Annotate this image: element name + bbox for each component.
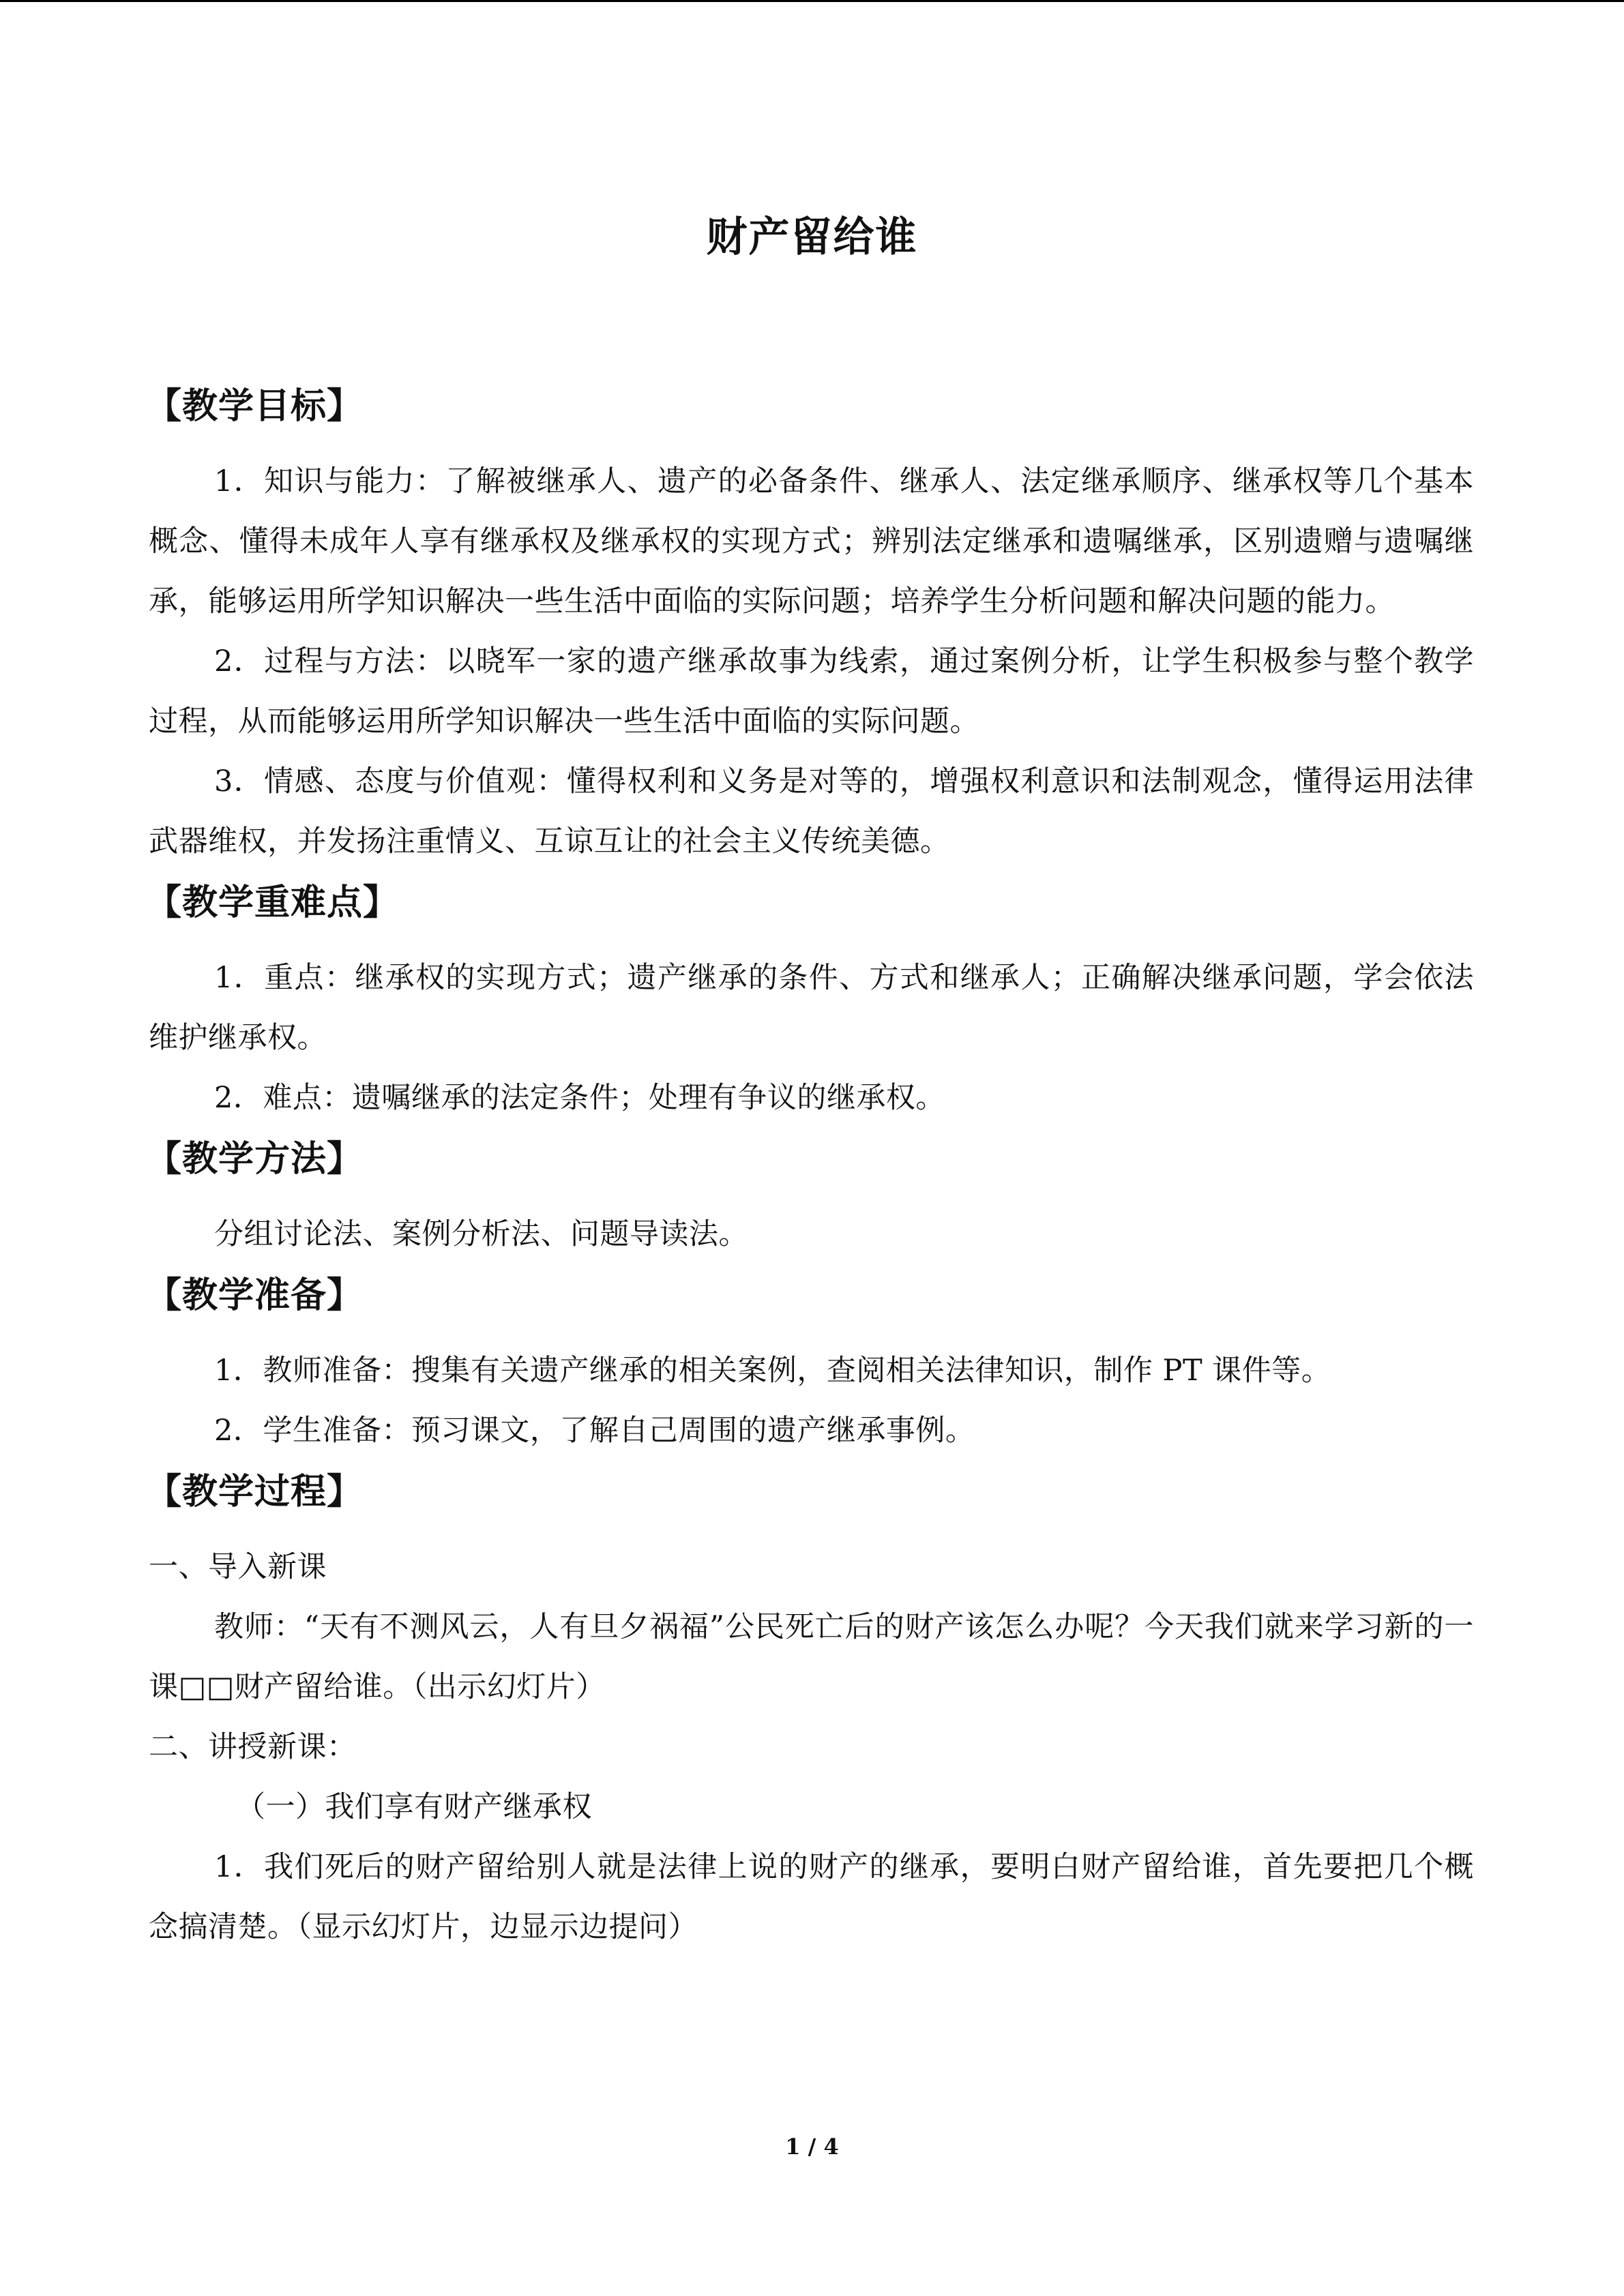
section-heading-process: 【教学过程】 xyxy=(146,1472,364,1512)
step-title: 二、讲授新课： xyxy=(149,1730,357,1764)
step-title: 一、导入新课 xyxy=(149,1550,327,1584)
paragraph: 2．难点：遗嘱继承的法定条件；处理有争议的继承权。 xyxy=(214,1081,945,1115)
section-heading-preparation: 【教学准备】 xyxy=(146,1275,364,1316)
paragraph: 分组讨论法、案例分析法、问题导读法。 xyxy=(214,1217,748,1251)
paragraph: 1．重点：继承权的实现方式；遗产继承的条件、方式和继承人；正确解决继承问题，学会依法维护继承权。 xyxy=(149,961,1474,1055)
paragraph: 3．情感、态度与价值观：懂得权利和义务是对等的，增强权利意识和法制观念，懂得运用法律武器维权，并发扬注重情义、互谅互让的社会主义传统美德。 xyxy=(149,764,1474,859)
paragraph: 2．过程与方法：以晓军一家的遗产继承故事为线索，通过案例分析，让学生积极参与整个教学过程，从而能够运用所学知识解决一些生活中面临的实际问题。 xyxy=(149,644,1474,739)
document-body xyxy=(146,382,1474,1957)
paragraph: 1．我们死后的财产留给别人就是法律上说的财产的继承，要明白财产留给谁，首先要把几个概念搞清楚。（显示幻灯片，边显示边提问） xyxy=(149,1850,1474,1944)
section-heading-objectives: 【教学目标】 xyxy=(146,386,364,427)
top-border-line xyxy=(0,0,1624,2)
sub-step-title: （一）我们享有财产继承权 xyxy=(236,1790,592,1824)
paragraph: 教师：“天有不测风云，人有旦夕祸福”公民死亡后的财产该怎么办呢？今天我们就来学习新的一课□□财产留给谁。（出示幻灯片） xyxy=(149,1610,1474,1704)
page-number: 1 / 4 xyxy=(785,2134,839,2160)
section-heading-key-points: 【教学重难点】 xyxy=(146,882,400,923)
paragraph: 2．学生准备：预习课文，了解自己周围的遗产继承事例。 xyxy=(214,1414,975,1448)
paragraph: 1．教师准备：搜集有关遗产继承的相关案例，查阅相关法律知识，制作 PT 课件等。 xyxy=(214,1354,1331,1388)
paragraph: 1．知识与能力：了解被继承人、遗产的必备条件、继承人、法定继承顺序、继承权等几个基本概念、懂得未成年人享有继承权及继承权的实现方式；辨别法定继承和遗嘱继承，区别遗赠与遗嘱继承，能够运用所学知识解决一些生活中面临的实际问题；培养学生分析问题和解决问题的能力。 xyxy=(149,464,1474,618)
page-title: 财产留给谁 xyxy=(706,213,918,261)
section-heading-methods: 【教学方法】 xyxy=(146,1139,364,1180)
